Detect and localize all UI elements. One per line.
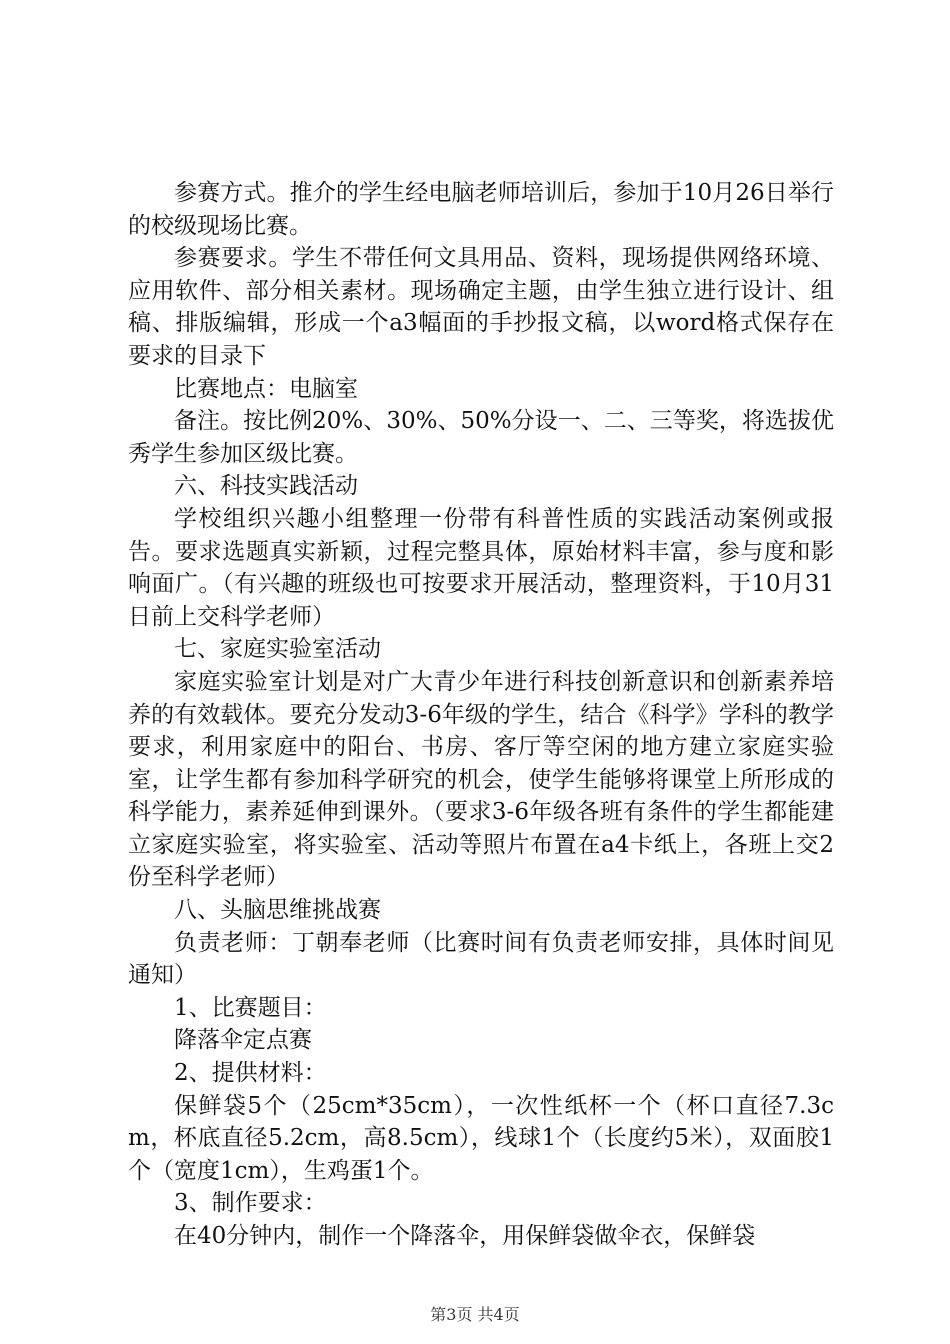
paragraph-venue: 比赛地点：电脑室 <box>174 375 358 402</box>
paragraph-participation-method: 参赛方式。推介的学生经电脑老师培训后，参加于10月26日举行的校级现场比赛。 <box>128 180 834 239</box>
section-heading-8: 八、头脑思维挑战赛 <box>174 897 381 924</box>
paragraph-notes: 备注。按比例20%、30%、50%分设一、二、三等奖，将选拔优秀学生参加区级比赛。 <box>128 408 834 467</box>
paragraph-item-2: 2、提供材料： <box>174 1060 327 1087</box>
document-body <box>128 177 834 1253</box>
paragraph-home-lab: 家庭实验室计划是对广大青少年进行科技创新意识和创新素养培养的有效载体。要充分发动3-6年级的学生，结合《科学》学科的教学要求，利用家庭中的阳台、书房、客厅等空闲的地方建立家庭实验室，让学生都有参加科学研究的机会，使学生能够将课堂上所形成的科学能力，素养延伸到课外。（要求3-6年级各班有条件的学生都能建立家庭实验室，将实验室、活动等照片布置在a4卡纸上，各班上交2份至科学老师） <box>128 668 834 891</box>
page-footer: 第3页 共4页 <box>430 1305 520 1324</box>
paragraph-making-requirements: 在40分钟内，制作一个降落伞，用保鲜袋做伞衣，保鲜袋 <box>174 1223 756 1249</box>
paragraph-item-3: 3、制作要求： <box>174 1190 327 1217</box>
paragraph-materials: 保鲜袋5个（25cm*35cm），一次性纸杯一个（杯口直径7.3cm，杯底直径5.2cm，高8.5cm），线球1个（长度约5米），双面胶1个（宽度1cm），生鸡蛋1个。 <box>128 1092 834 1184</box>
paragraph-teacher-in-charge: 负责老师：丁朝奉老师（比赛时间有负责老师安排，具体时间见通知） <box>128 929 834 989</box>
paragraph-competition-title: 降落伞定点赛 <box>174 1027 312 1054</box>
paragraph-participation-requirements: 参赛要求。学生不带任何文具用品、资料，现场提供网络环境、应用软件、部分相关素材。现场确定主题，由学生独立进行设计、组稿、排版编辑，形成一个a3幅面的手抄报文稿，以word格式保存在要求的目录下 <box>128 245 834 369</box>
section-heading-7: 七、家庭实验室活动 <box>174 636 381 663</box>
paragraph-item-1: 1、比赛题目： <box>174 994 327 1021</box>
section-heading-6: 六、科技实践活动 <box>174 473 358 500</box>
paragraph-practice-activity: 学校组织兴趣小组整理一份带有科普性质的实践活动案例或报告。要求选题真实新颖，过程完整具体，原始材料丰富，参与度和影响面广。（有兴趣的班级也可按要求开展活动，整理资料，于10月31日前上交科学老师） <box>128 505 834 630</box>
